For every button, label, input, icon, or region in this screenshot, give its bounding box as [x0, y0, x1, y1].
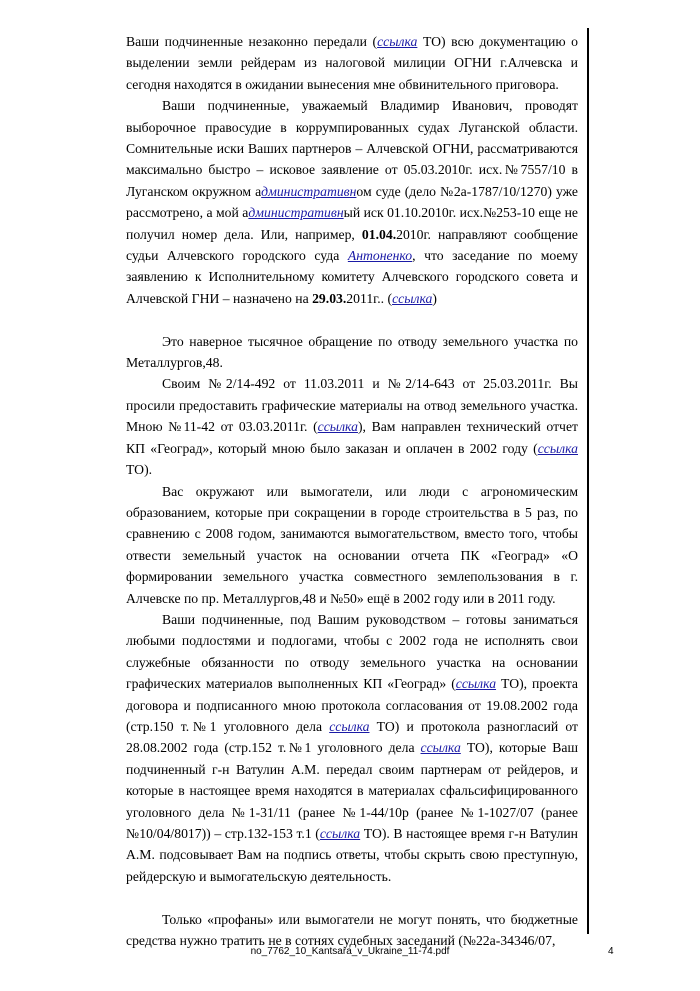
paragraph-gap	[126, 887, 578, 908]
reference-link[interactable]: ссылка	[455, 676, 497, 692]
reference-link[interactable]: дминистративн	[248, 205, 344, 221]
reference-link[interactable]: ссылка	[537, 440, 578, 456]
margin-rule	[587, 28, 589, 934]
page-number: 4	[608, 946, 614, 957]
reference-link[interactable]: ссылка	[329, 718, 370, 734]
paragraph-1: Ваши подчиненные незаконно передали (ссылка ТО) всю документацию о выделении земли рейдерам из налоговой милиции ОГНИ г.Алчевска и сегодня находятся в ожидании вынесения мне обвинительного приговора.	[126, 34, 578, 92]
reference-link[interactable]: ссылка	[392, 290, 433, 306]
reference-link[interactable]: дминистративн	[261, 183, 357, 199]
reference-link[interactable]: ссылка	[420, 740, 461, 756]
reference-link[interactable]: ссылка	[317, 419, 358, 435]
footer-filename: no_7762_10_Kantsara_v_Ukraine_11-74.pdf	[250, 946, 450, 957]
reference-link[interactable]: ссылка	[377, 34, 418, 49]
paragraph-3: Это наверное тысячное обращение по отводу земельного участка по Металлургов,48.	[126, 333, 578, 371]
paragraph-5: Вас окружают или вымогатели, или люди с агрономическим образованием, которые при сокращении в городе строительства в 5 раз, по сравнению с 2008 годом, занимаются вымогательством, вместо того, чтобы отвести земельный участок на основании отчета ПК «Геоград» «О формировании земельного участка совместного землепользования в г. Алчевске по пр. Металлургов,48 и №50» ещё в 2002 году или в 2011 году.	[126, 483, 578, 606]
document-body	[126, 31, 578, 951]
paragraph-4: Своим №2/14-492 от 11.03.2011 и №2/14-643 от 25.03.2011г. Вы просили предоставить графические материалы на отвод земельного участка. Мною №11-42 от 03.03.2011г. (ссылка), Вам направлен технический отчет КП «Геоград», который мною было заказан и оплачен в 2002 году (ссылка ТО).	[126, 376, 579, 478]
reference-link[interactable]: ссылка	[319, 826, 361, 842]
paragraph-gap	[126, 309, 578, 330]
paragraph-2: Ваши подчиненные, уважаемый Владимир Иванович, проводят выборочное правосудие в коррумпированных судах Луганской области. Сомнительные иски Ваших партнеров – Алчевской ОГНИ, рассматриваются максимально быстро – исковое заявление от 05.03.2010г. исх.№7557/10 в Луганском окружном административном суде (дело №2а-1787/10/1270) уже рассмотрено, а мой административный иск 01.10.2010г. исх.№253-10 еще не получил номер дела. Или, например, 01.04.2010г. направляют сообщение судьи Алчевского городского суда Антоненко, что заседание по моему заявлению к Исполнительному комитету Алчевского городского совета и Алчевской ГНИ – назначено на 29.03.2011г.. (ссылка)	[126, 98, 578, 306]
paragraph-7: Только «профаны» или вымогатели не могут понять, что бюджетные средства нужно тратить не в сотнях судебных заседаний (№22а-34346/07,	[126, 911, 578, 949]
reference-link[interactable]: Антоненко	[347, 248, 413, 264]
paragraph-6: Ваши подчиненные, под Вашим руководством – готовы заниматься любыми подлостями и подлогами, чтобы с 2002 года не исполнять свои служебные обязанности по отводу земельного участка на основании графических материалов выполненных КП «Геоград» (ссылка ТО), проекта договора и подписанного мною протокола согласования от 19.08.2002 года (стр.150 т.№1 уголовного дела ссылка ТО) и протокола разногласий от 28.08.2002 года (стр.152 т.№1 уголовного дела ссылка ТО), которые Ваш подчиненный г-н Ватулин А.М. передал своим партнерам от рейдеров, и которые в настоящее время находятся в материалах сфальсифицированного уголовного дела №1-31/11 (ранее №1-44/10р (ранее №1-1027/07 (ранее №10/04/8017)) – стр.132-153 т.1 (ссылка ТО). В настоящее время г-н Ватулин А.М. подсовывает Вам на подпись ответы, чтобы скрыть свою преступную, рейдерскую и вымогательскую деятельность.	[126, 611, 578, 884]
